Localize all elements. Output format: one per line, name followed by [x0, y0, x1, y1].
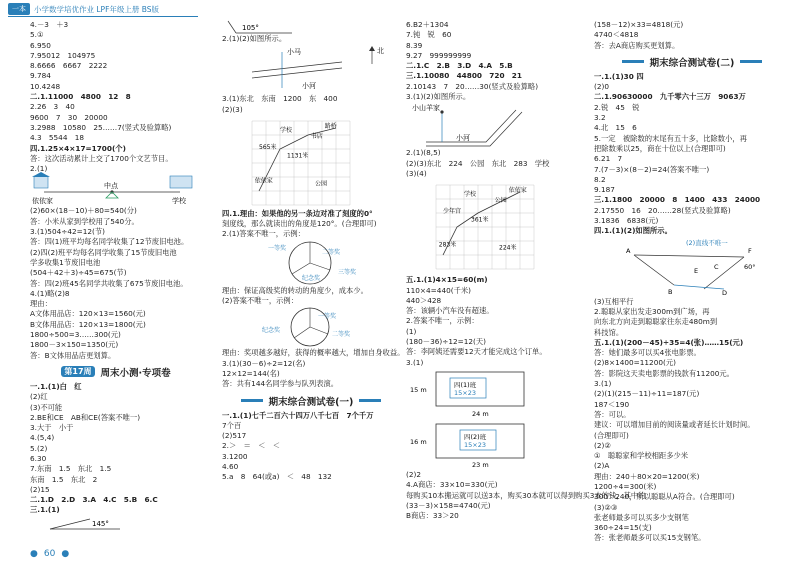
answer-line: 7.(7－3)×(8－2)=24(答案不唯一) — [594, 164, 710, 174]
answer-line: 10.4248 — [30, 81, 61, 91]
answer-line: (2)(3) — [222, 104, 243, 114]
col1-lines-c — [30, 206, 202, 360]
answer-line: 二.1.C 2.B 3.D 4.A 5.B — [406, 61, 513, 71]
section-heading-week17 — [30, 365, 202, 379]
angles-note: (2)直线不唯一 — [686, 238, 728, 247]
grid-place-label: 公园 — [315, 180, 328, 188]
answer-line: 360÷24=15(支) — [594, 523, 652, 533]
answer-line: (3)互相平行 — [594, 296, 634, 306]
answer-line: 一.1.(1)30 四 — [594, 71, 644, 81]
answer-line: (3)不可能 — [30, 402, 63, 412]
book-tag: 一本 — [8, 3, 30, 15]
answer-line: 300＞240，所以聪聪从A符合。(合理即可) — [594, 492, 735, 502]
answer-line: 科技馆。 — [594, 327, 624, 337]
answer-line: 4.(1)略(2)8 — [30, 288, 70, 298]
answer-line: (3)②③ — [594, 502, 618, 512]
answer-line: 187＜190 — [594, 399, 630, 409]
answer-line: 7.东南 1.5 东北 1.5 — [30, 464, 112, 474]
section-heading-final-1 — [222, 394, 400, 408]
answer-line: 2.＞ ＝ ＜ ＜ — [222, 441, 281, 451]
answer-line: 理由： — [30, 299, 52, 309]
answer-line: 三.1.10080 44800 720 21 — [406, 71, 522, 81]
answer-line: 6.950 — [30, 40, 51, 50]
answer-line: 5.① — [30, 30, 44, 40]
spinner-2-divider-b — [294, 327, 310, 338]
section2-bar-right — [740, 60, 762, 63]
grid-map-figure-1 — [222, 115, 400, 209]
answer-line: 4.北 15 6 — [594, 123, 637, 133]
answer-line: 答：该辆小汽车没有超速。 — [406, 306, 494, 316]
grid-place-label: 依依家 — [254, 177, 273, 185]
answer-line: 9.27 999999999 — [406, 50, 472, 60]
answer-line: 2.(1) — [30, 164, 48, 174]
spinner-figure-1 — [222, 240, 400, 286]
grid-place-label: 1131米 — [287, 152, 309, 160]
answer-line: (2)② — [594, 440, 611, 450]
road-river-label: 小河 — [456, 134, 470, 143]
rect-1-svg — [406, 368, 582, 420]
point-f-label: F — [748, 246, 752, 255]
xiaoma-label: 小马 — [287, 48, 301, 57]
grid-place-label: 283米 — [438, 241, 457, 249]
point-e-label: E — [694, 266, 699, 275]
answer-line: 4740＜4818 — [594, 30, 639, 40]
answer-line: 6.30 — [30, 453, 47, 463]
answer-line: 4.60 — [222, 462, 239, 472]
answer-line: (2)15 — [30, 484, 50, 494]
grid-place-label: 学校 — [464, 191, 477, 199]
col4-lines-b — [594, 72, 790, 237]
answer-line: (2)60×(18－10)＋80=540(分) — [30, 206, 137, 216]
river-label: 小河 — [302, 82, 316, 91]
grid-map-figure-2 — [406, 179, 584, 275]
answer-line: 张老师最多可以买多少支钢笔 — [594, 512, 689, 522]
rect1-class-label: 四(1)班 — [454, 380, 477, 389]
footer-dot-right-icon: ● — [61, 549, 70, 559]
section2-bar-left — [622, 60, 644, 63]
answer-line: 3.(1)504÷42=12(节) — [30, 227, 106, 237]
col4-lines-a — [594, 20, 790, 51]
answer-line: 答：去A商店购买更划算。 — [594, 40, 680, 50]
goat-home-label: 小山羊家 — [412, 104, 440, 113]
answer-line: 440＞428 — [406, 295, 442, 305]
answer-line: 9.784 — [30, 71, 51, 81]
point-d-label: D — [722, 288, 728, 297]
answer-line: 5.a 8 64(或a) ＜ 48 132 — [222, 472, 332, 482]
answer-line: (2)0 — [594, 82, 609, 92]
section-heading-final-2 — [594, 55, 790, 69]
house-icon — [34, 176, 48, 188]
col2-lines-d — [222, 286, 400, 307]
answer-line: (2)(1)(215－11)÷11=187(元) — [594, 389, 700, 399]
angle-60-label: 60° — [744, 262, 756, 271]
field-outer-rect — [436, 372, 524, 406]
river-map-figure — [222, 44, 400, 94]
answer-line: 把除数乘以25，商在十位以上(合理即可) — [594, 143, 726, 153]
col1-lines-b — [30, 144, 202, 175]
answer-line: 答：小米从家到学校用了540分。 — [30, 216, 139, 226]
answer-line: 三.1.1800 20000 8 1400 433 24000 — [594, 195, 761, 205]
angle-ray-3 — [704, 257, 744, 289]
answer-line: (2)答案不唯一，示例： — [222, 296, 299, 306]
rect2-width-label: 23 m — [472, 460, 489, 469]
spinner-1-label-4: 三等奖 — [338, 268, 357, 276]
col1-lines-d — [30, 382, 202, 516]
answer-line: (2)(3)东北 224 公园 东北 283 学校 — [406, 158, 550, 168]
answer-line: 8.6666 6667 2222 — [30, 61, 108, 71]
answer-line: ① 聪聪家和学校相距多少米 — [594, 451, 689, 461]
angle-ray-4 — [674, 285, 724, 289]
col3-lines-c — [406, 148, 584, 179]
spinner-2-label-1: 纪念奖 — [262, 327, 281, 335]
grid-place-label: 224米 — [499, 244, 517, 252]
answer-line: 1200÷4=300(米) — [594, 481, 657, 491]
answer-line: 9600 7 30 20000 — [30, 112, 108, 122]
answer-line: (1) — [406, 326, 417, 336]
angle-ray-2 — [634, 255, 744, 257]
answer-line: 2.26 3 40 — [30, 102, 75, 112]
spinner-2-label-3: 二等奖 — [332, 331, 351, 339]
rect2-class-label: 四(2)班 — [464, 432, 487, 441]
answer-line: 3.(1) — [594, 379, 612, 389]
answer-line: 2.BE和CE AB和CE(答案不唯一) — [30, 412, 141, 422]
answer-line: 2.(1)(8,5) — [406, 148, 441, 158]
answer-line: 6.21 7 — [594, 154, 623, 164]
angle-figure-1 — [30, 516, 202, 530]
spinner-2-label-2: 一等奖 — [318, 313, 337, 321]
answer-line: 东南 1.5 东北 2 — [30, 474, 98, 484]
grid-place-label: 少年宫 — [443, 208, 462, 216]
grid-map-1-svg — [222, 115, 398, 209]
answer-line: 四.1.理由：如果他的另一条边对准了刻度的0° — [222, 208, 373, 218]
angles-figure — [594, 237, 790, 297]
answer-line: 二.1.D 2.D 3.A 4.C 5.B 6.C — [30, 495, 158, 505]
answer-line: 110×4=440(千米) — [406, 285, 472, 295]
column-4 — [594, 20, 790, 545]
answer-line: 5.(2) — [30, 443, 48, 453]
answer-line: 3.(1) — [406, 357, 424, 367]
route-right-label: 学校 — [172, 197, 186, 206]
answer-line: 答：这次活动累计上交了1700个文艺节目。 — [30, 153, 173, 163]
road-figure — [406, 102, 584, 148]
angle-105-svg — [222, 21, 322, 35]
spinner-1-divider-b — [310, 263, 330, 270]
footer-dot-left-icon: ● — [30, 549, 38, 559]
col2-lines-e — [222, 348, 405, 389]
answer-line: (2)四(2)班平均每名同学收集了15节废旧电池 — [30, 247, 177, 257]
angle-145-label: 145° — [92, 519, 109, 528]
col2-lines-a — [222, 34, 400, 44]
angle-105-label: 105° — [242, 24, 259, 32]
answer-line: 4.(5,4) — [30, 433, 55, 443]
answer-line: 二.1.90630000 九千零六十三万 9063万 — [594, 92, 746, 102]
grid-place-label: 书店 — [310, 132, 323, 140]
book-title: 小学数学培优作业 LPF年级上册 BS版 — [34, 4, 160, 14]
grid-map-2-svg — [406, 179, 582, 275]
answer-line: 二.1.11000 4800 12 8 — [30, 92, 131, 102]
col3-lines-b — [406, 61, 584, 102]
answer-line: 9.187 — [594, 185, 615, 195]
north-label: 北 — [377, 47, 384, 56]
grid-place-label: 361米 — [471, 216, 489, 224]
grid-place-label: 路桥 — [324, 122, 337, 130]
answer-line: 学多收集1节废旧电池 — [30, 257, 101, 267]
answer-line: 五.1.(1)(200－45)÷35=4(张)……15(元) — [594, 337, 744, 347]
route-left-label: 依依家 — [32, 197, 53, 206]
week-badge: 第17周 — [61, 366, 94, 377]
col1-top-lines — [30, 20, 202, 92]
answer-line: 3.大于 小于 — [30, 423, 74, 433]
answer-line: 5.一定 被除数的末尾有五十多，比除数小，再 — [594, 133, 747, 143]
answer-line: 向东北方向走到聪聪家往东走480m到 — [594, 317, 718, 327]
answer-line: 2.17550 16 20……28(竖式及验算略) — [594, 205, 731, 215]
answer-line: 4.3 5544 18 — [30, 133, 85, 143]
week-section-title: 周末小测·专项卷 — [100, 367, 171, 379]
spinner-2-svg — [222, 306, 398, 348]
spinner-figure-2 — [222, 306, 400, 348]
answer-line: 2.聪聪从家出发走300m到广场，再 — [594, 306, 710, 316]
answer-line: 2.锐 45 锐 — [594, 102, 640, 112]
spinner-1-svg — [222, 240, 398, 286]
col1-lines-a — [30, 92, 202, 143]
header-rule — [8, 16, 198, 17]
section-bar-left — [241, 399, 263, 402]
answer-line: (180－36)÷12=12(天) — [406, 337, 486, 347]
grid-place-label: 学校 — [280, 127, 293, 135]
answer-line: 8.39 — [406, 40, 423, 50]
answer-line: 3.(1)(30－6)÷2=12(名) — [222, 358, 306, 368]
answer-line: 刻度线，那么就读出的角度是120°。(合理即可) — [222, 219, 377, 229]
answer-line: 建议：可以增加目前的阅读量或者延长计划时间。 — [594, 420, 755, 430]
answer-line: (504＋42＋3)÷45=675(节) — [30, 268, 127, 278]
answer-line: 答：四(1)班平均每名同学收集了12节废旧电池。 — [30, 237, 189, 247]
col2-lines-b — [222, 94, 400, 115]
answer-line: 4.A商店：33×10=330(元) — [406, 480, 498, 490]
angle2-side-line — [228, 21, 236, 33]
answer-line: (2)517 — [222, 431, 247, 441]
answer-line: (3)(4) — [406, 168, 427, 178]
answer-line: (33－3)×158=4740(元) — [406, 500, 491, 510]
answer-line: 三.1.(1) — [30, 505, 60, 515]
angle-145-svg — [30, 517, 130, 531]
col3-lines-a — [406, 20, 584, 61]
final-test-2-title: 期末综合测试卷(二) — [649, 57, 735, 69]
spinner-2-divider-c — [310, 327, 328, 334]
page-number: 60 — [43, 549, 56, 559]
answer-line: 1800－3×150=1350(元) — [30, 340, 119, 350]
answer-line: 四.1.(1)(2)如图所示。 — [594, 226, 672, 236]
answer-line: 2.(1)(2)如图所示。 — [222, 34, 287, 43]
grid-place-label: 公园 — [494, 197, 507, 205]
final-test-1-title: 期末综合测试卷(一) — [268, 396, 354, 408]
rectangle-figure-1 — [406, 368, 584, 420]
answer-line: 8.2 — [594, 174, 606, 184]
road-edge-1 — [426, 110, 516, 142]
spinner-1-label-2: 二等奖 — [322, 248, 341, 256]
rect-2-svg — [406, 420, 582, 470]
answer-line: (合理即可) — [594, 430, 629, 440]
col2-lines-c — [222, 209, 400, 240]
answer-line: 答：共有144名同学参与队列表演。 — [222, 379, 339, 389]
road-edge-2 — [426, 112, 522, 146]
answer-line: 理由：奖项越多越好，获得的概率越大，增加自身收益。 — [222, 348, 405, 358]
answer-line: (2)2 — [406, 469, 421, 479]
answer-line: 7.钝 锐 60 — [406, 30, 452, 40]
page-footer — [30, 549, 69, 559]
spinner-1-label-1: 一等奖 — [268, 244, 287, 252]
river-map-svg — [222, 44, 392, 94]
answer-line: 7个百 — [222, 420, 242, 430]
point-a-label: A — [626, 246, 631, 255]
answer-line: 答：张老师最多可以买15支钢笔。 — [594, 533, 706, 543]
rect2-formula-label: 15×23 — [464, 440, 486, 449]
road-svg — [406, 102, 582, 148]
spinner-1-label-3: 纪念奖 — [302, 274, 321, 282]
grid-place-label: 依依家 — [508, 187, 527, 195]
grid-place-label: 565米 — [259, 143, 277, 151]
answer-line: B商店：33＞20 — [406, 511, 459, 521]
answer-line: 一.1.(1)白 红 — [30, 381, 82, 391]
point-c-label: C — [714, 262, 719, 271]
answer-line: 3.(1)东北 东南 1200 东 400 — [222, 94, 338, 104]
answer-line: (2)红 — [30, 392, 48, 402]
answer-line: 答：四(2)班45名同学共收集了675节废旧电池。 — [30, 278, 188, 288]
answer-line: 理由：保证高级奖的转动的角度少，成本少。 — [222, 285, 368, 295]
river-bank-top — [252, 62, 342, 72]
column-2 — [222, 20, 405, 545]
answer-line: 答：影院这天卖电影票的钱款有11200元。 — [594, 368, 734, 378]
rect1-formula-label: 15×23 — [454, 388, 476, 397]
col4-lines-c — [594, 297, 790, 544]
answer-line: 2.10143 7 20……30(竖式及验算略) — [406, 81, 539, 91]
answer-line: 答：可以。 — [594, 409, 631, 419]
goat-home-dot — [440, 111, 443, 114]
column-1 — [30, 20, 202, 545]
answer-line: 3.1200 — [222, 451, 248, 461]
answer-line: 3.2988 10580 25……7(竖式及验算略) — [30, 122, 172, 132]
answer-line: 2.答案不唯一，示例： — [406, 316, 479, 326]
section-bar-right — [359, 399, 381, 402]
angle-side-line — [50, 519, 90, 529]
route-figure — [30, 174, 202, 206]
answer-line: B文体用品店：120×13=1800(元) — [30, 319, 146, 329]
answer-line: 3.2 — [594, 113, 606, 123]
point-b-label: B — [668, 287, 673, 296]
angle-ray-1 — [634, 255, 674, 285]
route-mid-label: 中点 — [104, 182, 118, 191]
rect1-height-label: 15 m — [410, 385, 427, 394]
school-icon — [170, 176, 192, 188]
answer-line: 2.(1)答案不唯一，示例： — [222, 229, 305, 239]
answer-line: 7.95012 104975 — [30, 50, 96, 60]
answer-line: 4.－3 ＋3 — [30, 20, 69, 29]
spinner-1-divider-c — [292, 263, 310, 274]
answer-line: 五.1.(1)4×15=60(m) — [406, 275, 488, 285]
north-arrow-icon — [369, 46, 375, 51]
col3-lines-d — [406, 275, 584, 368]
angles-svg — [594, 237, 784, 297]
answer-line: 答：李阿姨还需要12天才能完成这个订单。 — [406, 347, 547, 357]
angle-figure-2 — [222, 20, 400, 34]
answer-line: 理由：240＋80×20=1200(米) — [594, 471, 700, 481]
answer-line: 3.(1)(2)如图所示。 — [406, 92, 471, 102]
answer-line: 12×12=144(名) — [222, 368, 280, 378]
answer-line: (2)8×1400=11200(元) — [594, 358, 676, 368]
rect1-width-label: 24 m — [472, 409, 489, 418]
route-line-svg — [30, 174, 200, 206]
answer-line: 答：她们最多可以买4张电影票。 — [594, 348, 701, 358]
answer-line: 3.1836 6838(元) — [594, 216, 659, 226]
page-header — [8, 2, 159, 16]
answer-line: 每购买10本搬运就可以送3本，购买30本就可以得到购买3本的钱，其中的 — [406, 490, 646, 500]
answer-line: 一.1.(1)七千二百六十四万八千七百 7个千万 — [222, 410, 374, 420]
answer-line: 四.1.25×4×17=1700(个) — [30, 143, 126, 153]
answer-line: 1800÷500=3……300(元) — [30, 330, 121, 340]
answer-line: 6.B2＋1304 — [406, 20, 449, 29]
rectangle-figure-2 — [406, 420, 584, 470]
answer-line: 答：B文体用品店更划算。 — [30, 350, 116, 360]
answer-line: (158－12)×33=4818(元) — [594, 20, 684, 29]
answer-line: (2)A — [594, 461, 610, 471]
col2-lines-f — [222, 411, 400, 483]
river-bank-bottom — [252, 68, 342, 78]
rect2-height-label: 16 m — [410, 437, 427, 446]
answer-line: A文体用品店：120×13=1560(元) — [30, 309, 146, 319]
